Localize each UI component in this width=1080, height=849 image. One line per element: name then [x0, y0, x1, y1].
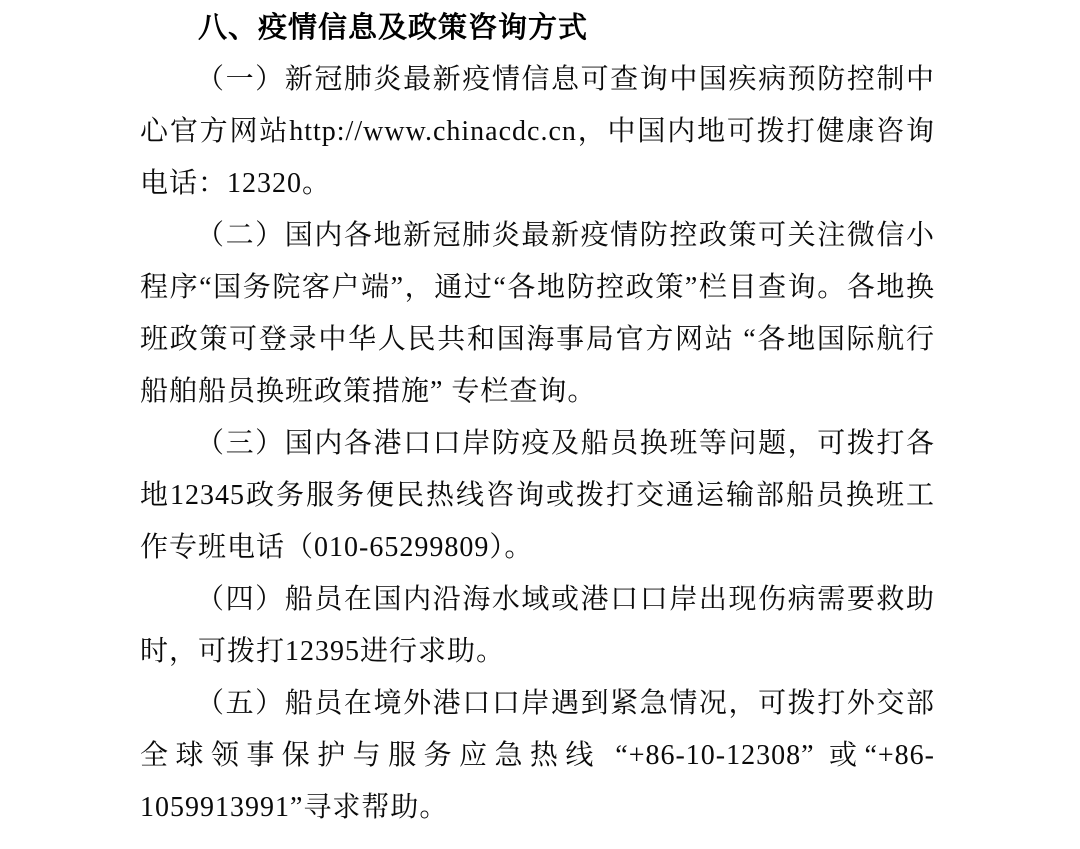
paragraph-consular-protection-hotline: （五）船员在境外港口口岸遇到紧急情况，可拨打外交部全球领事保护与服务应急热线 “+86-10-12308” 或“+86-1059913991”寻求帮助。 — [140, 688, 935, 823]
paragraph-epidemic-info-website: （一）新冠肺炎最新疫情信息可查询中国疾病预防控制中心官方网站http://www.chinacdc.cn，中国内地可拨打健康咨询电话：12320。 — [140, 64, 935, 199]
section-heading: 八、疫情信息及政策咨询方式 — [198, 12, 589, 44]
paragraph-port-hotline: （三）国内各港口口岸防疫及船员换班等问题，可拨打各地12345政务服务便民热线咨询或拨打交通运输部船员换班工作专班电话（010-65299809）。 — [140, 428, 935, 563]
paragraph-rescue-hotline: （四）船员在国内沿海水域或港口口岸出现伤病需要救助时，可拨打12395进行求助。 — [140, 584, 935, 667]
paragraph-domestic-policy-miniprogram: （二）国内各地新冠肺炎最新疫情防控政策可关注微信小程序“国务院客户端”，通过“各地防控政策”栏目查询。各地换班政策可登录中华人民共和国海事局官方网站 “各地国际航行船舶船员换班政策措施” 专栏查询。 — [140, 220, 935, 407]
